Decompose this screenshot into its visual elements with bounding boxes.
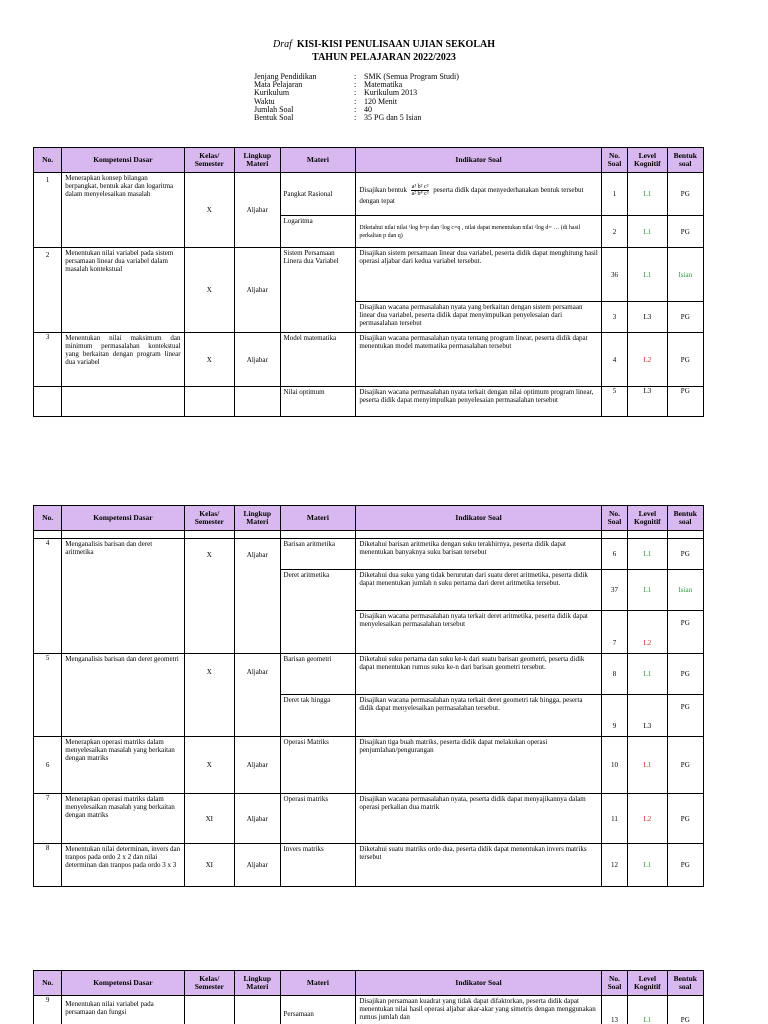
table-row xyxy=(34,794,704,844)
fraction-denominator: a² b⁴ c³ xyxy=(411,190,429,197)
cell-no-soal: 9 xyxy=(601,695,627,737)
cell-level: L1 xyxy=(628,539,667,570)
cell-indikator: Disajikan wacana permasalahan nyata terkait dengan nilai optimum program linear, peserta didik dapat menyimpulkan penyelesaian permasalahan tersebut xyxy=(356,387,602,417)
col-level: Level Kognitif xyxy=(628,506,667,531)
cell-level: L1 xyxy=(628,844,667,887)
cell-bentuk: PG xyxy=(667,844,703,887)
cell-no-soal: 10 xyxy=(601,737,627,794)
table-header-row xyxy=(34,148,704,173)
cell-no-soal: 7 xyxy=(601,611,627,654)
meta-key: Mata Pelajaran xyxy=(254,80,303,90)
cell-materi: Nilai optimum xyxy=(280,387,356,417)
indikator-text: peserta didik dapat menyederhanakan bentuk tersebut dengan tepat xyxy=(359,185,584,205)
cell-materi: Deret tak hingga xyxy=(280,695,356,737)
meta-value: Kurikulum 2013 xyxy=(364,88,418,98)
table-row xyxy=(34,737,704,794)
cell-indikator: Disajikan wacana permasalahan nyata terkait deret geometri tak hingga, peserta didik dapat menyelesaikan permasalahan tersebut. xyxy=(356,695,602,737)
col-no: No. xyxy=(34,148,62,173)
kisi-table-1 xyxy=(33,147,704,417)
table-row xyxy=(34,248,704,302)
cell-lingkup: Aljabar xyxy=(235,794,280,844)
cell-materi: Operasi matriks xyxy=(280,794,356,844)
cell-kelas: X xyxy=(184,737,235,794)
kisi-table-2 xyxy=(33,505,704,887)
cell-bentuk: PG xyxy=(667,654,703,695)
cell-kompetensi: Menganalisis barisan dan deret aritmetika xyxy=(62,539,184,654)
cell-lingkup: Aljabar xyxy=(235,248,280,333)
cell-no-soal: 3 xyxy=(601,302,627,333)
col-no: No. xyxy=(34,971,62,996)
col-lingkup: Lingkup Materi xyxy=(235,506,280,531)
meta-row: Jenjang Pendidikan : SMK (Semua Program Studi) xyxy=(254,72,459,81)
cell-no-soal: 5 xyxy=(601,387,627,417)
cell-kelas: XI xyxy=(184,794,235,844)
table-row xyxy=(34,387,704,417)
cell-level: L2 xyxy=(628,611,667,654)
cell-indikator: Diketahui barisan aritmetika dengan suku terakhirnya, peserta didik dapat menentukan banyaknya suku barisan tersebut xyxy=(356,539,602,570)
cell-lingkup: Aljabar xyxy=(235,654,280,737)
cell-bentuk: PG xyxy=(667,333,703,387)
cell-materi: Persamaan xyxy=(280,996,356,1024)
cell-kelas: X xyxy=(184,539,235,654)
meta-key: Jenjang Pendidikan xyxy=(254,72,317,81)
col-no-soal: No. Soal xyxy=(601,148,627,173)
draft-label: Draf xyxy=(272,39,292,50)
cell-indikator: Diketahui dua suku yang tidak berurutan dari suatu deret aritmetika, peserta didik dapat menentukan jumlah n suku pertama dari deret aritmetika tersebut. xyxy=(356,570,602,611)
cell-materi: Pangkat Rasional xyxy=(280,173,356,216)
table-row xyxy=(34,539,704,570)
col-bentuk: Bentuk soal xyxy=(667,506,703,531)
table-header-row xyxy=(34,971,704,996)
cell-no-soal: 13 xyxy=(601,996,627,1024)
meta-value: 120 Menit xyxy=(364,96,398,106)
cell-kelas xyxy=(184,996,235,1024)
col-no: No. xyxy=(34,506,62,531)
cell-materi: Deret aritmetika xyxy=(280,570,356,654)
cell-no: 5 xyxy=(34,654,62,737)
cell-materi: Model matematika xyxy=(280,333,356,387)
meta-row: Jumlah Soal : 40 xyxy=(254,104,372,114)
meta-key: Waktu xyxy=(254,96,275,106)
cell-bentuk: PG xyxy=(667,695,703,737)
cell-kelas: XI xyxy=(184,844,235,887)
table-row xyxy=(34,333,704,387)
col-kompetensi: Kompetensi Dasar xyxy=(62,148,184,173)
col-indikator: Indikator Soal xyxy=(356,971,602,996)
cell-indikator: Disajikan sistem persamaan linear dua variabel, peserta didik dapat menghitung hasil operasi aljabar dari kedua variabel tersebut. xyxy=(356,248,602,302)
cell-no: 3 xyxy=(34,333,62,387)
cell-no: 4 xyxy=(34,539,62,654)
col-lingkup: Lingkup Materi xyxy=(235,971,280,996)
col-indikator: Indikator Soal xyxy=(356,148,602,173)
cell-level: L2 xyxy=(628,333,667,387)
cell-lingkup: Aljabar xyxy=(235,844,280,887)
meta-value: 35 PG dan 5 Isian xyxy=(364,113,422,123)
cell-no-soal: 6 xyxy=(601,539,627,570)
cell-level: L1 xyxy=(628,216,667,248)
cell-kompetensi: Menentukan nilai variabel pada persamaan dan fungsi xyxy=(62,996,184,1024)
meta-value: SMK (Semua Program Studi) xyxy=(364,72,459,81)
cell-no: 1 xyxy=(34,173,62,248)
cell-bentuk: Isian xyxy=(667,248,703,302)
col-materi: Materi xyxy=(280,506,356,531)
cell-bentuk: Isian xyxy=(667,570,703,611)
cell-level: L2 xyxy=(628,794,667,844)
col-no-soal: No. Soal xyxy=(601,506,627,531)
cell-kelas: X xyxy=(184,248,235,333)
cell-no-soal: 1 xyxy=(601,173,627,216)
meta-row: Mata Pelajaran : Matematika xyxy=(254,80,403,90)
cell-no xyxy=(34,387,62,417)
cell-materi: Barisan aritmetika xyxy=(280,539,356,570)
cell-level: L3 xyxy=(628,695,667,737)
cell-bentuk: PG xyxy=(667,737,703,794)
cell-level: L3 xyxy=(628,387,667,417)
cell-materi: Sistem Persamaan Linera dua Variabel xyxy=(280,248,356,333)
fraction-expression xyxy=(411,184,430,197)
cell-kelas xyxy=(184,387,235,417)
school-year: TAHUN PELAJARAN 2022/2023 xyxy=(312,52,456,63)
cell-no: 6 xyxy=(34,737,62,794)
cell-indikator: Diketahui suku pertama dan suku ke-k dari suatu barisan geometri, peserta didik dapat menentukan rumus suku ke-n dari barisan geometri tersebut. xyxy=(356,654,602,695)
cell-indikator: Disajikan wacana permasalahan nyata tentang program linear, peserta didik dapat menentukan model matematika permasalahan tersebut xyxy=(356,333,602,387)
cell-lingkup: Aljabar xyxy=(235,539,280,654)
cell-materi: Operasi Matriks xyxy=(280,737,356,794)
table-row xyxy=(34,996,704,1024)
col-bentuk: Bentuk soal xyxy=(667,148,703,173)
cell-bentuk: PG xyxy=(667,387,703,417)
cell-no-soal: 12 xyxy=(601,844,627,887)
cell-indikator: Disajikan wacana permasalahan nyata, peserta didik dapat menyajikannya dalam operasi perkalian dua matrik xyxy=(356,794,602,844)
cell-no-soal: 2 xyxy=(601,216,627,248)
cell-level: L1 xyxy=(628,996,667,1024)
cell-indikator: Diketahui nilai nilai ᵃlog b=p dan ᶜlog c=q , nilai dapat menentukan nilai ᵃlog d= … (di hasil perkalian p dan q) xyxy=(356,216,602,248)
cell-indikator: Disajikan wacana permasalahan nyata yang berkaitan dengan sistem persamaan linear dua variabel, peserta didik dapat menyimpulkan penyelesaian dari permasalahan tersebut xyxy=(356,302,602,333)
table-row xyxy=(34,654,704,695)
table-row xyxy=(34,173,704,216)
cell-no: 9 xyxy=(34,996,62,1024)
fraction-numerator: a³ b² c² xyxy=(411,183,429,190)
cell-kompetensi: Menentukan nilai determinan, invers dan tranpos pada ordo 2 x 2 dan nilai determinan dan tranpos pada ordo 3 x 3 xyxy=(62,844,184,887)
cell-indikator: Diketahui suatu matriks ordo dua, peserta didik dapat menentukan invers matriks tersebut xyxy=(356,844,602,887)
cell-level: L3 xyxy=(628,302,667,333)
meta-value: 40 xyxy=(364,104,372,114)
meta-row: Kurikulum : Kurikulum 2013 xyxy=(254,88,418,98)
meta-block xyxy=(254,73,459,122)
cell-bentuk: PG xyxy=(667,539,703,570)
meta-key: Kurikulum xyxy=(254,88,290,98)
cell-level: L1 xyxy=(628,737,667,794)
meta-key: Bentuk Soal xyxy=(254,113,294,123)
cell-no-soal: 8 xyxy=(601,654,627,695)
col-no-soal: No. Soal xyxy=(601,971,627,996)
document-title xyxy=(0,39,768,51)
meta-row: Waktu : 120 Menit xyxy=(254,96,398,106)
cell-no-soal: 36 xyxy=(601,248,627,302)
cell-kompetensi: Menentukan nilai maksimum dan minimum permasalahan kontekstual yang berkaitan dengan program linear dua variabel xyxy=(62,333,184,387)
cell-bentuk: PG xyxy=(667,173,703,216)
cell-kompetensi: Menerapkan operasi matriks dalam menyelesaikan masalah yang berkaitan dengan matriks xyxy=(62,794,184,844)
cell-kompetensi: Menerapkan konsep bilangan berpangkat, bentuk akar dan logaritma dalam menyelesaikan masalah xyxy=(62,173,184,248)
cell-materi: Invers matriks xyxy=(280,844,356,887)
table-row xyxy=(34,844,704,887)
col-indikator: Indikator Soal xyxy=(356,506,602,531)
col-kelas: Kelas/ Semester xyxy=(184,148,235,173)
cell-bentuk: PG xyxy=(667,216,703,248)
cell-indikator: Disajikan tiga buah matriks, peserta didik dapat melakukan operasi penjumlahan/pengurangan xyxy=(356,737,602,794)
meta-key: Jumlah Soal xyxy=(254,104,294,114)
col-materi: Materi xyxy=(280,148,356,173)
meta-row: Bentuk Soal : 35 PG dan 5 Isian xyxy=(254,113,422,123)
col-level: Level Kognitif xyxy=(628,148,667,173)
cell-lingkup: Aljabar xyxy=(235,173,280,248)
cell-bentuk: PG xyxy=(667,794,703,844)
cell-materi: Barisan geometri xyxy=(280,654,356,695)
cell-level: L1 xyxy=(628,173,667,216)
cell-bentuk: PG xyxy=(667,611,703,654)
cell-indikator: Disajikan persamaan kuadrat yang tidak dapat difaktorkan, peserta didik dapat menentukan nilai hasil operasi aljabar akar-akar yang simetris dengan menggunakan rumus jumlah dan xyxy=(356,996,602,1024)
cell-lingkup: Aljabar xyxy=(235,333,280,387)
cell-no-soal: 11 xyxy=(601,794,627,844)
cell-no: 8 xyxy=(34,844,62,887)
kisi-table-3 xyxy=(33,970,704,1024)
cell-no: 2 xyxy=(34,248,62,333)
cell-kompetensi: Menerapkan operasi matriks dalam menyelesaikan masalah yang berkaitan dengan matriks xyxy=(62,737,184,794)
meta-value: Matematika xyxy=(364,80,403,90)
cell-materi: Logaritma xyxy=(280,216,356,248)
cell-bentuk: PG xyxy=(667,996,703,1024)
title-text: KISI-KISI PENULISAAN UJIAN SEKOLAH xyxy=(296,39,495,50)
indikator-text: Disajikan bentuk xyxy=(359,185,407,194)
cell-lingkup xyxy=(235,996,280,1024)
cell-kompetensi: Menentukan nilai variabel pada sistem persamaan linear dua variabel dalam masalah kontekstual xyxy=(62,248,184,333)
col-level: Level Kognitif xyxy=(628,971,667,996)
cell-level: L1 xyxy=(628,654,667,695)
cell-kelas: X xyxy=(184,654,235,737)
cell-no: 7 xyxy=(34,794,62,844)
col-kompetensi: Kompetensi Dasar xyxy=(62,506,184,531)
cell-kelas: X xyxy=(184,173,235,248)
col-lingkup: Lingkup Materi xyxy=(235,148,280,173)
cell-lingkup: Aljabar xyxy=(235,737,280,794)
cell-bentuk: PG xyxy=(667,302,703,333)
cell-level: L1 xyxy=(628,248,667,302)
cell-kompetensi: Menganalisis barisan dan deret geometri xyxy=(62,654,184,737)
cell-indikator xyxy=(356,173,602,216)
col-materi: Materi xyxy=(280,971,356,996)
col-bentuk: Bentuk soal xyxy=(667,971,703,996)
table-header-row xyxy=(34,506,704,531)
cell-no-soal: 4 xyxy=(601,333,627,387)
spacer-row xyxy=(34,531,704,539)
col-kelas: Kelas/ Semester xyxy=(184,506,235,531)
col-kelas: Kelas/ Semester xyxy=(184,971,235,996)
cell-no-soal: 37 xyxy=(601,570,627,611)
cell-level: L1 xyxy=(628,570,667,611)
col-kompetensi: Kompetensi Dasar xyxy=(62,971,184,996)
cell-kelas: X xyxy=(184,333,235,387)
cell-indikator: Disajikan wacana permasalahan nyata terkait deret aritmetika, peserta didik dapat menyelesaikan permasalahan tersebut xyxy=(356,611,602,654)
cell-kompetensi xyxy=(62,387,184,417)
cell-lingkup xyxy=(235,387,280,417)
